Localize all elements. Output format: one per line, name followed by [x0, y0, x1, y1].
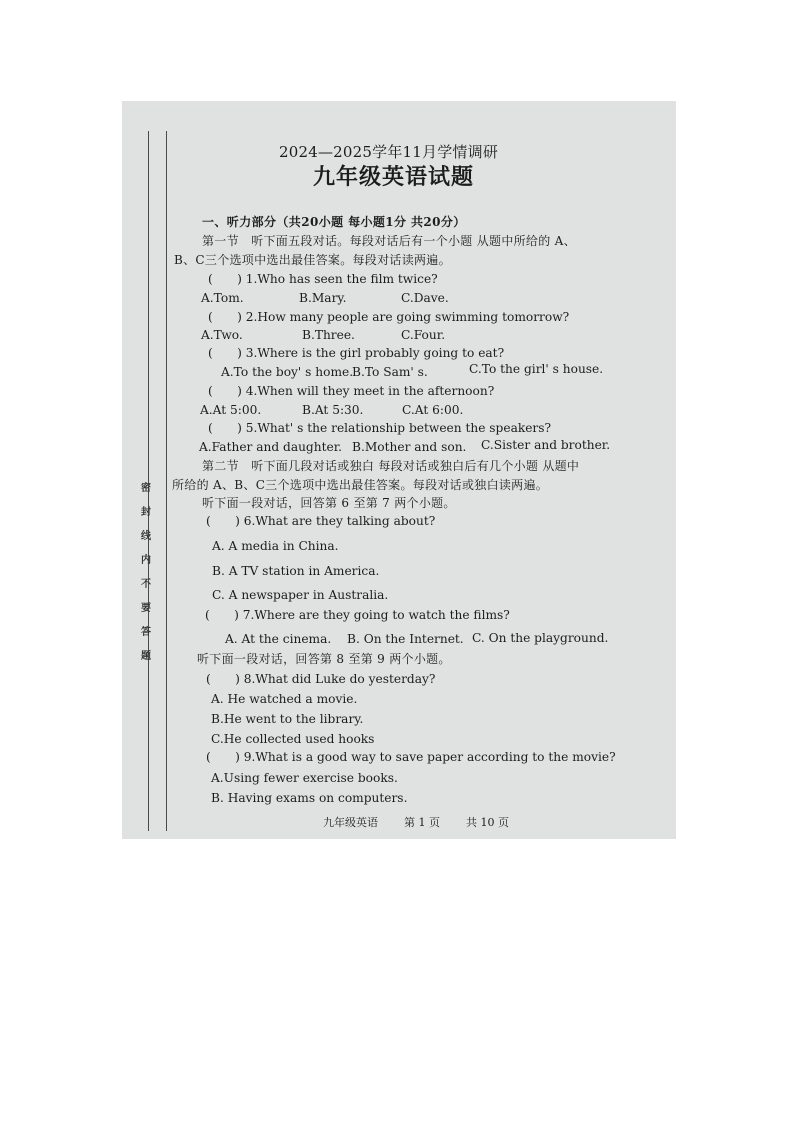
q8-option-b: B.He went to the library.	[211, 712, 364, 726]
q5-option-b: B.Mother and son.	[352, 440, 467, 454]
q6-option-a: A. A media in China.	[212, 539, 339, 553]
seal-char: 线	[141, 531, 151, 542]
part2-intro-cont: 所给的 A、B、C三个选项中选出最佳答案。每段对话或独白读两遍。	[172, 478, 549, 492]
q4-option-b: B.At 5:30.	[302, 403, 364, 417]
question-1: ( ) 1.Who has seen the film twice?	[208, 272, 438, 286]
q7-option-b: B. On the Internet.	[347, 632, 464, 646]
seal-char: 要	[141, 603, 151, 614]
q3-option-b: B.To Sam' s.	[352, 365, 428, 379]
q2-option-a: A.Two.	[201, 328, 243, 342]
seal-char: 题	[141, 651, 151, 662]
q5-option-a: A.Father and daughter.	[199, 440, 343, 454]
question-9: ( ) 9.What is a good way to save paper according to the movie?	[206, 750, 616, 764]
q3-option-c: C.To the girl' s house.	[469, 362, 604, 376]
q5-option-c: C.Sister and brother.	[481, 438, 611, 452]
question-4: ( ) 4.When will they meet in the afternoon?	[208, 384, 495, 398]
q7-option-a: A. At the cinema.	[225, 632, 332, 646]
q8-option-c: C.He collected used hooks	[211, 732, 375, 746]
q1-option-a: A.Tom.	[201, 291, 244, 305]
question-2: ( ) 2.How many people are going swimming tomorrow?	[208, 310, 570, 324]
question-7: ( ) 7.Where are they going to watch the films?	[205, 608, 510, 622]
listening-section-heading: 一、听力部分（共20小题 每小题1分 共20分）	[202, 215, 466, 229]
q4-option-a: A.At 5:00.	[200, 403, 262, 417]
q1-option-c: C.Dave.	[401, 291, 449, 305]
q2-option-c: C.Four.	[401, 328, 446, 342]
q7-option-c: C. On the playground.	[472, 631, 609, 645]
part1-intro: 第一节 听下面五段对话。每段对话后有一个小题 从题中所给的 A、	[202, 234, 576, 248]
question-6: ( ) 6.What are they talking about?	[206, 514, 436, 528]
footer-page: 第 1 页	[404, 816, 440, 829]
q8-option-a: A. He watched a movie.	[211, 692, 358, 706]
q9-option-b: B. Having exams on computers.	[211, 791, 408, 805]
question-3: ( ) 3.Where is the girl probably going to eat?	[208, 346, 505, 360]
question-8: ( ) 8.What did Luke do yesterday?	[206, 672, 436, 686]
q2-option-b: B.Three.	[302, 328, 355, 342]
exam-paper-photo	[122, 101, 676, 839]
seal-char: 密	[141, 483, 151, 494]
q6-option-c: C. A newspaper in Australia.	[212, 588, 389, 602]
seal-char: 不	[141, 579, 151, 590]
part2-intro: 第二节 听下面几段对话或独白 每段对话或独白后有几个小题 从题中	[202, 459, 580, 473]
q1-option-b: B.Mary.	[299, 291, 347, 305]
q3-option-a: A.To the boy' s home.	[221, 365, 354, 379]
exam-title: 2024—2025学年11月学情调研	[279, 143, 499, 161]
footer-subject: 九年级英语	[323, 816, 378, 829]
seal-char: 内	[141, 555, 151, 566]
footer-total: 共 10 页	[466, 816, 509, 829]
question-5: ( ) 5.What' s the relationship between the speakers?	[208, 421, 552, 435]
seal-char: 封	[141, 507, 151, 518]
group-8-9-intro: 听下面一段对话，回答第 8 至第 9 两个小题。	[197, 652, 451, 666]
group-6-7-intro: 听下面一段对话，回答第 6 至第 7 两个小题。	[202, 496, 456, 510]
exam-subtitle: 九年级英语试题	[313, 164, 475, 190]
q6-option-b: B. A TV station in America.	[212, 564, 380, 578]
seal-char: 答	[141, 627, 151, 638]
part1-intro-cont: B、C三个选项中选出最佳答案。每段对话读两遍。	[174, 253, 451, 267]
q4-option-c: C.At 6:00.	[402, 403, 464, 417]
q9-option-a: A.Using fewer exercise books.	[211, 771, 398, 785]
page-footer	[323, 815, 509, 830]
